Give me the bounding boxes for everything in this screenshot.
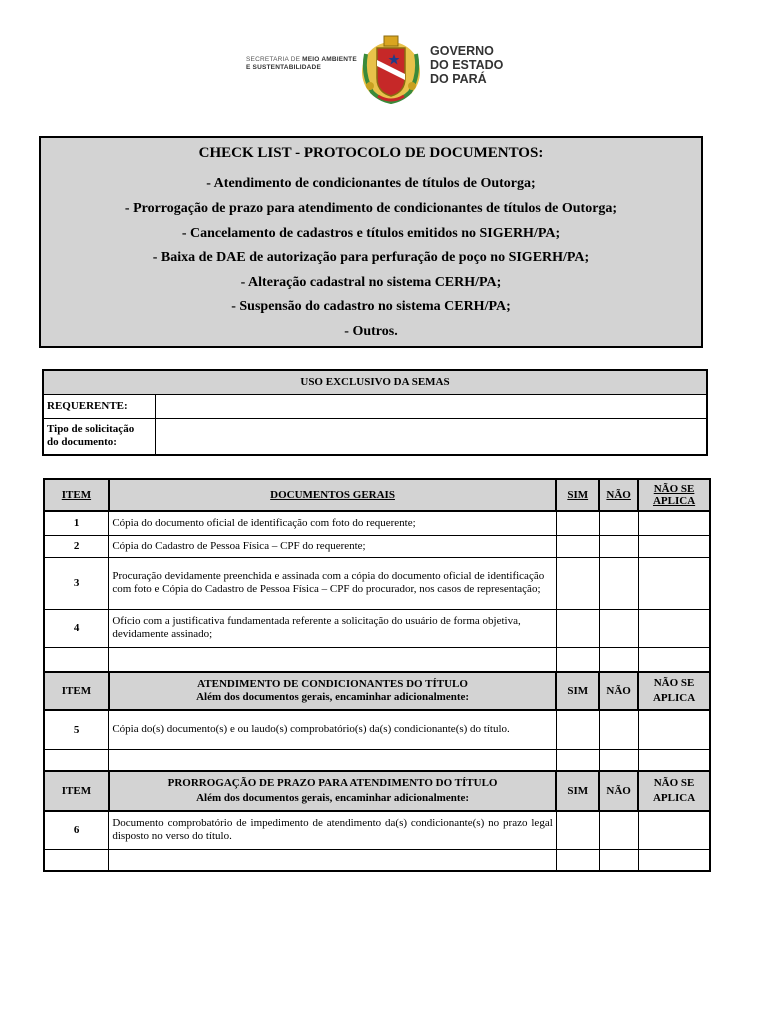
sim-checkbox[interactable] — [556, 557, 599, 609]
nao-se-aplica-column-header: NÃO SE APLICA — [638, 479, 710, 511]
nao-checkbox[interactable] — [599, 811, 638, 849]
item-description: Cópia do Cadastro de Pessoa Física – CPF do requerente; — [109, 535, 556, 557]
empty-cell — [44, 749, 109, 771]
checklist-heading: CHECK LIST - PROTOCOLO DE DOCUMENTOS: — [198, 145, 544, 161]
nao-column-header: NÃO — [599, 672, 638, 710]
empty-cell — [599, 647, 638, 672]
sim-checkbox[interactable] — [556, 511, 599, 535]
item-description: Ofício com a justificativa fundamentada referente a solicitação do usuário de forma objetiva, devidamente assinado; — [109, 609, 556, 647]
table-row — [44, 710, 710, 749]
item-number: 3 — [44, 557, 109, 609]
empty-row — [44, 749, 710, 771]
item-column-header: ITEM — [44, 479, 109, 511]
empty-cell — [638, 849, 710, 871]
nao-se-aplica-checkbox[interactable] — [638, 557, 710, 609]
governo-para-logo-text: GOVERNO DO ESTADO DO PARÁ — [430, 44, 504, 86]
section-header-row — [44, 672, 710, 710]
tipo-solicitacao-field[interactable] — [156, 418, 708, 455]
table-row — [44, 609, 710, 647]
item-description: Cópia do(s) documento(s) e ou laudo(s) comprobatório(s) da(s) condicionante(s) do título. — [109, 710, 556, 749]
sim-column-header: SIM — [556, 479, 599, 511]
item-number: 5 — [44, 710, 109, 749]
table-row — [44, 557, 710, 609]
item-number: 2 — [44, 535, 109, 557]
sim-checkbox[interactable] — [556, 811, 599, 849]
empty-cell — [556, 849, 599, 871]
nao-se-aplica-column-header: NÃO SE APLICA — [638, 672, 710, 710]
item-number: 6 — [44, 811, 109, 849]
table-row — [44, 811, 710, 849]
secretaria-logo-text: SECRETARIA DE MEIO AMBIENTE E SUSTENTABILIDADE — [246, 56, 357, 71]
empty-cell — [638, 647, 710, 672]
item-number: 1 — [44, 511, 109, 535]
empty-cell — [109, 849, 556, 871]
documents-checklist-table — [43, 478, 711, 872]
title-line: - Prorrogação de prazo para atendimento de condicionantes de títulos de Outorga; — [124, 201, 618, 216]
section-header-row — [44, 771, 710, 811]
item-column-header: ITEM — [44, 771, 109, 811]
section-title: PRORROGAÇÃO DE PRAZO PARA ATENDIMENTO DO TÍTULO Além dos documentos gerais, encaminhar adicionalmente: — [109, 771, 556, 811]
empty-cell — [109, 647, 556, 672]
nao-column-header: NÃO — [599, 479, 638, 511]
title-box — [39, 136, 703, 348]
title-line: - Alteração cadastral no sistema CERH/PA; — [240, 275, 502, 290]
title-line: - Atendimento de condicionantes de títulos de Outorga; — [206, 176, 536, 191]
semas-header: USO EXCLUSIVO DA SEMAS — [43, 370, 707, 394]
nao-se-aplica-checkbox[interactable] — [638, 609, 710, 647]
sim-checkbox[interactable] — [556, 710, 599, 749]
header-logos — [244, 30, 524, 110]
title-line: - Outros. — [344, 324, 398, 339]
empty-cell — [556, 749, 599, 771]
nao-checkbox[interactable] — [599, 710, 638, 749]
item-description: Cópia do documento oficial de identificação com foto do requerente; — [109, 511, 556, 535]
tipo-solicitacao-label: Tipo de solicitação do documento: — [43, 418, 156, 455]
section-subtitle: Além dos documentos gerais, encaminhar adicionalmente: — [196, 691, 470, 703]
section-subtitle: Além dos documentos gerais, encaminhar adicionalmente: — [196, 792, 470, 804]
nao-se-aplica-checkbox[interactable] — [638, 511, 710, 535]
sim-checkbox[interactable] — [556, 609, 599, 647]
section-header-row — [44, 479, 710, 511]
section-title: DOCUMENTOS GERAIS — [109, 479, 556, 511]
item-column-header: ITEM — [44, 672, 109, 710]
nao-column-header: NÃO — [599, 771, 638, 811]
sim-column-header: SIM — [556, 771, 599, 811]
item-number: 4 — [44, 609, 109, 647]
table-row — [44, 511, 710, 535]
title-line: - Cancelamento de cadastros e títulos emitidos no SIGERH/PA; — [181, 226, 561, 241]
table-row — [44, 535, 710, 557]
empty-cell — [599, 849, 638, 871]
sim-column-header: SIM — [556, 672, 599, 710]
title-line: - Suspensão do cadastro no sistema CERH/PA; — [231, 299, 511, 314]
nao-checkbox[interactable] — [599, 557, 638, 609]
empty-cell — [599, 749, 638, 771]
nao-checkbox[interactable] — [599, 535, 638, 557]
semas-exclusive-table — [42, 369, 708, 456]
empty-cell — [44, 647, 109, 672]
nao-se-aplica-checkbox[interactable] — [638, 811, 710, 849]
empty-row — [44, 849, 710, 871]
section-title: ATENDIMENTO DE CONDICIONANTES DO TÍTULO Além dos documentos gerais, encaminhar adicionalmente: — [109, 672, 556, 710]
nao-checkbox[interactable] — [599, 609, 638, 647]
item-description: Documento comprobatório de impedimento de atendimento da(s) condicionante(s) no prazo legal disposto no verso do título. — [109, 811, 556, 849]
nao-se-aplica-checkbox[interactable] — [638, 710, 710, 749]
requerente-field[interactable] — [156, 394, 708, 418]
nao-se-aplica-column-header: NÃO SE APLICA — [638, 771, 710, 811]
empty-cell — [44, 849, 109, 871]
title-line: - Baixa de DAE de autorização para perfuração de poço no SIGERH/PA; — [152, 250, 590, 265]
sim-checkbox[interactable] — [556, 535, 599, 557]
empty-cell — [638, 749, 710, 771]
empty-cell — [109, 749, 556, 771]
nao-se-aplica-checkbox[interactable] — [638, 535, 710, 557]
empty-row — [44, 647, 710, 672]
para-coat-of-arms-icon — [360, 34, 422, 104]
empty-cell — [556, 647, 599, 672]
item-description: Procuração devidamente preenchida e assinada com a cópia do documento oficial de identificação com foto e Cópia do Cadastro de Pessoa Física – CPF do procurador, nos casos de representação; — [109, 557, 556, 609]
requerente-label: REQUERENTE: — [43, 394, 156, 418]
nao-checkbox[interactable] — [599, 511, 638, 535]
